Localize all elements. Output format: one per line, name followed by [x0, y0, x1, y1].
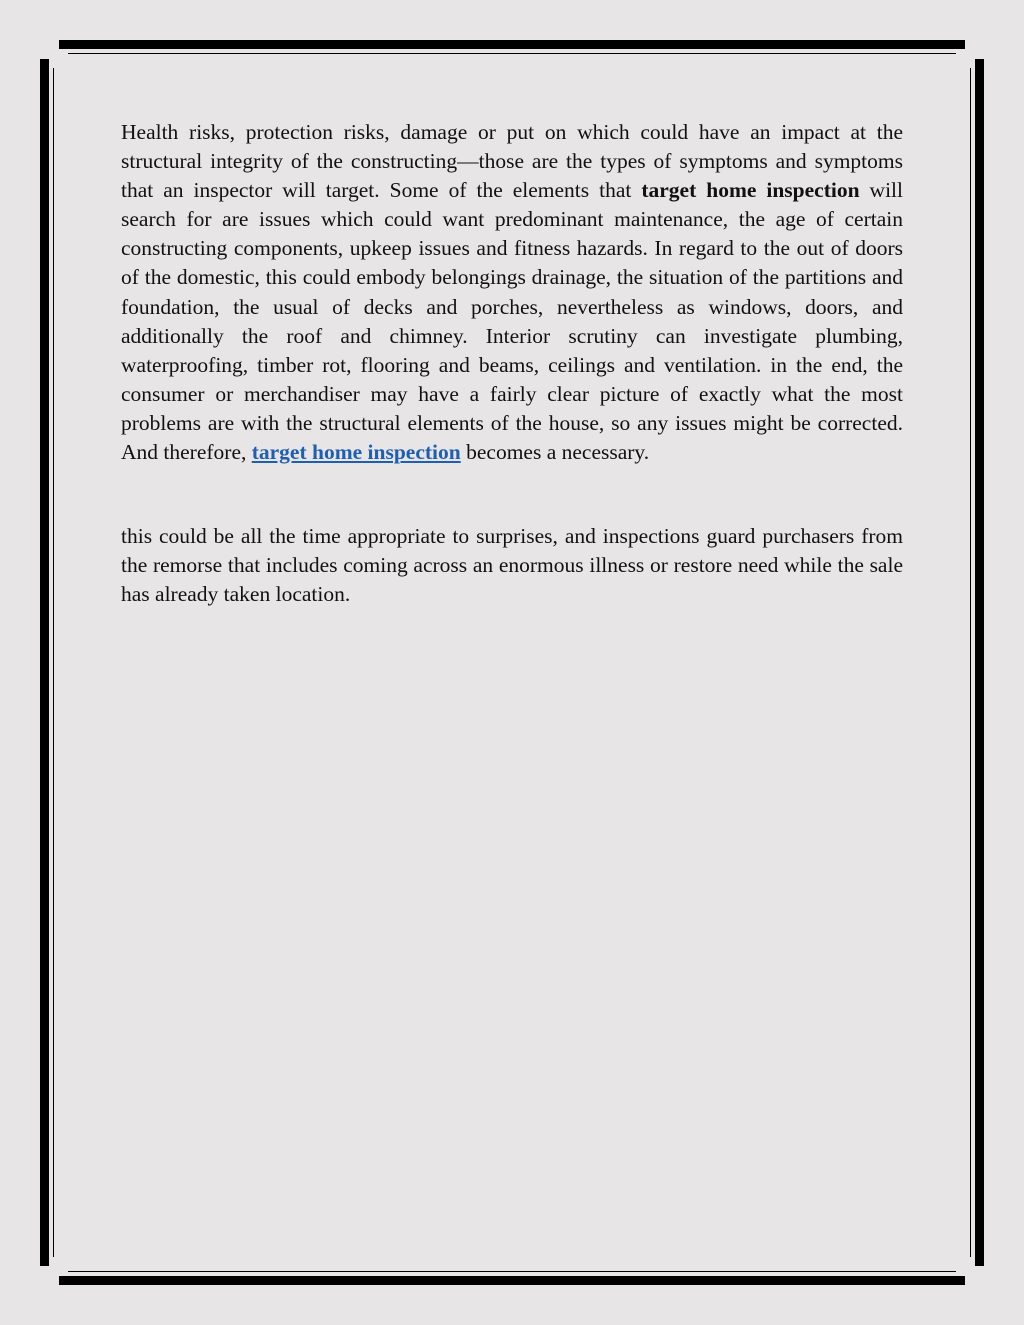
border-corner-top-left — [40, 40, 68, 68]
paragraph-1-text-a: Health risks, protection risks, damage or put on which could have an impact at the structural integrity of the constructing—those are the types of symptoms and symptoms that an inspector will target. Some of the elements that — [121, 120, 903, 203]
paragraph-1-text-b: will search for are issues which could want predominant maintenance, the age of certain constructing components, upkeep issues and fitness hazards. In regard to the out of doors of the domestic, this could embody belongings drainage, the situation of the partitions and foundation, the usual of decks and porches, nevertheless as windows, doors, and additionally the roof and chimney. Interior scrutiny can investigate plumbing, waterproofing, timber rot, flooring and beams, ceilings and ventilation. in the end, the consumer or merchandiser may have a fairly clear picture of exactly what the most problems are with the structural elements of the house, so any issues might be corrected. And therefore, — [121, 178, 903, 465]
border-corner-top-right — [956, 40, 984, 68]
document-body — [121, 118, 903, 609]
bold-phrase: target home inspection — [641, 178, 860, 203]
paragraph-1-text-c: becomes a necessary. — [460, 440, 650, 465]
paragraph-1 — [121, 118, 903, 467]
border-corner-bottom-right — [956, 1257, 984, 1285]
border-corner-bottom-left — [40, 1257, 68, 1285]
target-home-inspection-link[interactable]: target home inspection — [251, 440, 461, 465]
paragraph-2: this could be all the time appropriate to surprises, and inspections guard purchasers from the remorse that includes coming across an enormous illness or restore need while the sale has already taken location. — [121, 524, 903, 607]
